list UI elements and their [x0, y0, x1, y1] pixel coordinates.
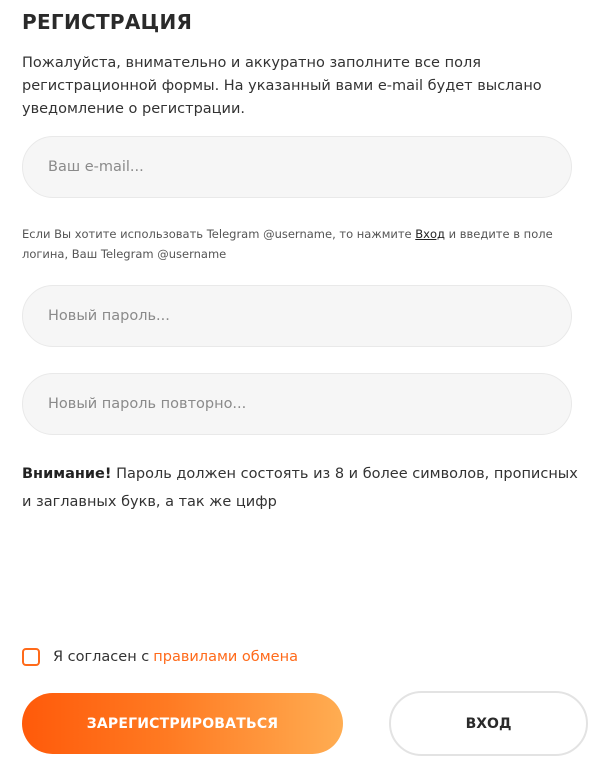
register-button[interactable]: ЗАРЕГИСТРИРОВАТЬСЯ — [22, 693, 343, 754]
agree-checkbox[interactable] — [22, 648, 40, 666]
telegram-hint-text-before: Если Вы хотите использовать Telegram @username, то нажмите — [22, 227, 412, 241]
telegram-hint — [22, 224, 582, 264]
exchange-rules-link[interactable]: правилами обмена — [153, 649, 298, 665]
agree-text: Я согласен с — [53, 649, 150, 665]
telegram-login-link[interactable]: Вход — [415, 227, 445, 241]
telegram-hint-text-after: и введите в поле логина, Ваш Telegram @username — [22, 227, 553, 261]
new-password-field[interactable] — [22, 285, 572, 347]
intro-text: Пожалуйста, внимательно и аккуратно заполните все поля регистрационной формы. На указанный вами e-mail будет выслано уведомление о регистрации. — [22, 55, 542, 117]
agree-row — [22, 648, 298, 666]
page-title: РЕГИСТРАЦИЯ — [22, 10, 193, 34]
password-warning — [22, 460, 582, 516]
repeat-password-field[interactable] — [22, 373, 572, 435]
login-button[interactable]: ВХОД — [389, 691, 588, 756]
email-field[interactable] — [22, 136, 572, 198]
warning-text: Пароль должен состоять из 8 и более символов, прописных и заглавных букв, а так же цифр — [22, 466, 578, 510]
warning-label: Внимание! — [22, 466, 112, 482]
